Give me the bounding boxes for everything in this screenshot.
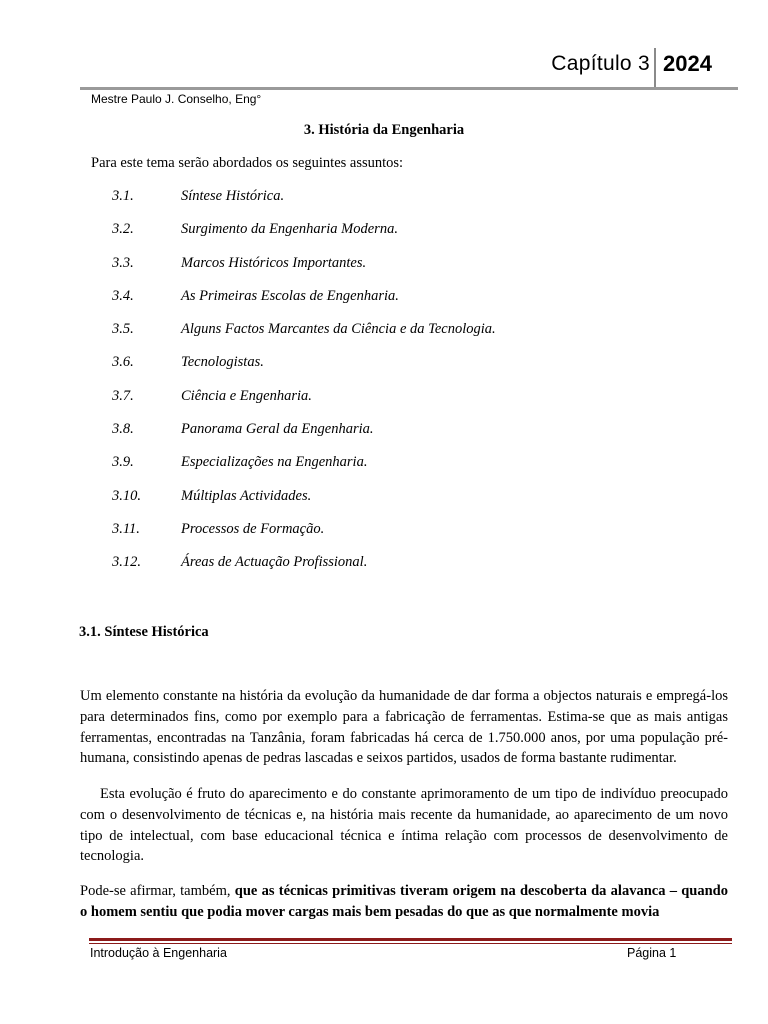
- topic-number: 3.8.: [112, 421, 134, 438]
- topic-text: Processos de Formação.: [181, 520, 325, 537]
- topic-number: 3.4.: [112, 287, 134, 304]
- footer-rule: [89, 938, 732, 941]
- paragraph-2-text: Esta evolução é fruto do aparecimento e do constante aprimoramento de um tipo de indivíduo preocupado com o desenvolvimento de técnicas e, na história mais recente da humanidade, ao aparecimento de um novo tipo de intelectual, com base educacional técnica e íntima relação com processos de desenvolvimento de tecnologia.: [80, 786, 728, 865]
- paragraph-2: [80, 784, 728, 867]
- topic-number: 3.9.: [112, 454, 134, 471]
- footer-page-number: Página 1: [627, 946, 677, 960]
- topic-text: Síntese Histórica.: [181, 188, 285, 204]
- header-rule: [80, 87, 738, 90]
- topic-text: Múltiplas Actividades.: [181, 487, 312, 504]
- topic-number: 3.11.: [112, 520, 140, 537]
- topic-number: 3.6.: [112, 354, 134, 371]
- chapter-label: Capítulo 3: [551, 52, 650, 75]
- topic-number: 3.12.: [112, 554, 141, 571]
- topic-number: 3.5.: [112, 321, 134, 338]
- header-divider: [654, 48, 656, 89]
- paragraph-3-text: Pode-se afirmar, também,: [80, 883, 235, 899]
- topic-number: 3.1.: [112, 188, 134, 204]
- page-header: [0, 48, 768, 88]
- topic-text: Alguns Factos Marcantes da Ciência e da Tecnologia.: [181, 321, 496, 338]
- paragraph-3-bold-text: que as técnicas primitivas tiveram origem na descoberta da alavanca – quando o homem sentiu que podia mover cargas mais bem pesadas do que as que normalmente movia: [80, 883, 728, 920]
- topic-text: Tecnologistas.: [181, 354, 264, 371]
- topic-text: Panorama Geral da Engenharia.: [181, 421, 374, 438]
- topic-text: Ciência e Engenharia.: [181, 387, 312, 404]
- topic-text: Marcos Históricos Importantes.: [181, 254, 367, 271]
- topic-number: 3.7.: [112, 387, 134, 404]
- topic-text: Áreas de Actuação Profissional.: [181, 554, 368, 571]
- paragraph-1: [80, 686, 728, 769]
- footer-course-title: Introdução à Engenharia: [90, 946, 227, 960]
- topic-text: Especializações na Engenharia.: [181, 454, 368, 471]
- subsection-title: 3.1. Síntese Histórica: [79, 624, 209, 640]
- paragraph-3: [80, 881, 728, 923]
- intro-text: Para este tema serão abordados os seguintes assuntos:: [91, 155, 404, 171]
- topic-text: As Primeiras Escolas de Engenharia.: [181, 287, 399, 304]
- topic-number: 3.2.: [112, 221, 134, 238]
- footer-rule-thin: [89, 943, 732, 944]
- year-label: 2024: [663, 51, 712, 76]
- paragraph-1-text: Um elemento constante na história da evolução da humanidade de dar forma a objectos naturais e empregá-los para determinados fins, como por exemplo para a fabricação de ferramentas. Estima-se que as mais antigas ferramentas, encontradas na Tanzânia, foram fabricadas há cerca de 1.750.000 anos, por uma população pré-humana, consistindo apenas de pedras lascadas e seixos partidos, usados de forma bastante rudimentar.: [80, 688, 728, 767]
- topic-number: 3.3.: [112, 254, 134, 271]
- topic-number: 3.10.: [112, 487, 141, 504]
- author-name: Mestre Paulo J. Conselho, Eng°: [91, 92, 262, 106]
- topic-text: Surgimento da Engenharia Moderna.: [181, 221, 398, 238]
- section-title: 3. História da Engenharia: [303, 122, 465, 138]
